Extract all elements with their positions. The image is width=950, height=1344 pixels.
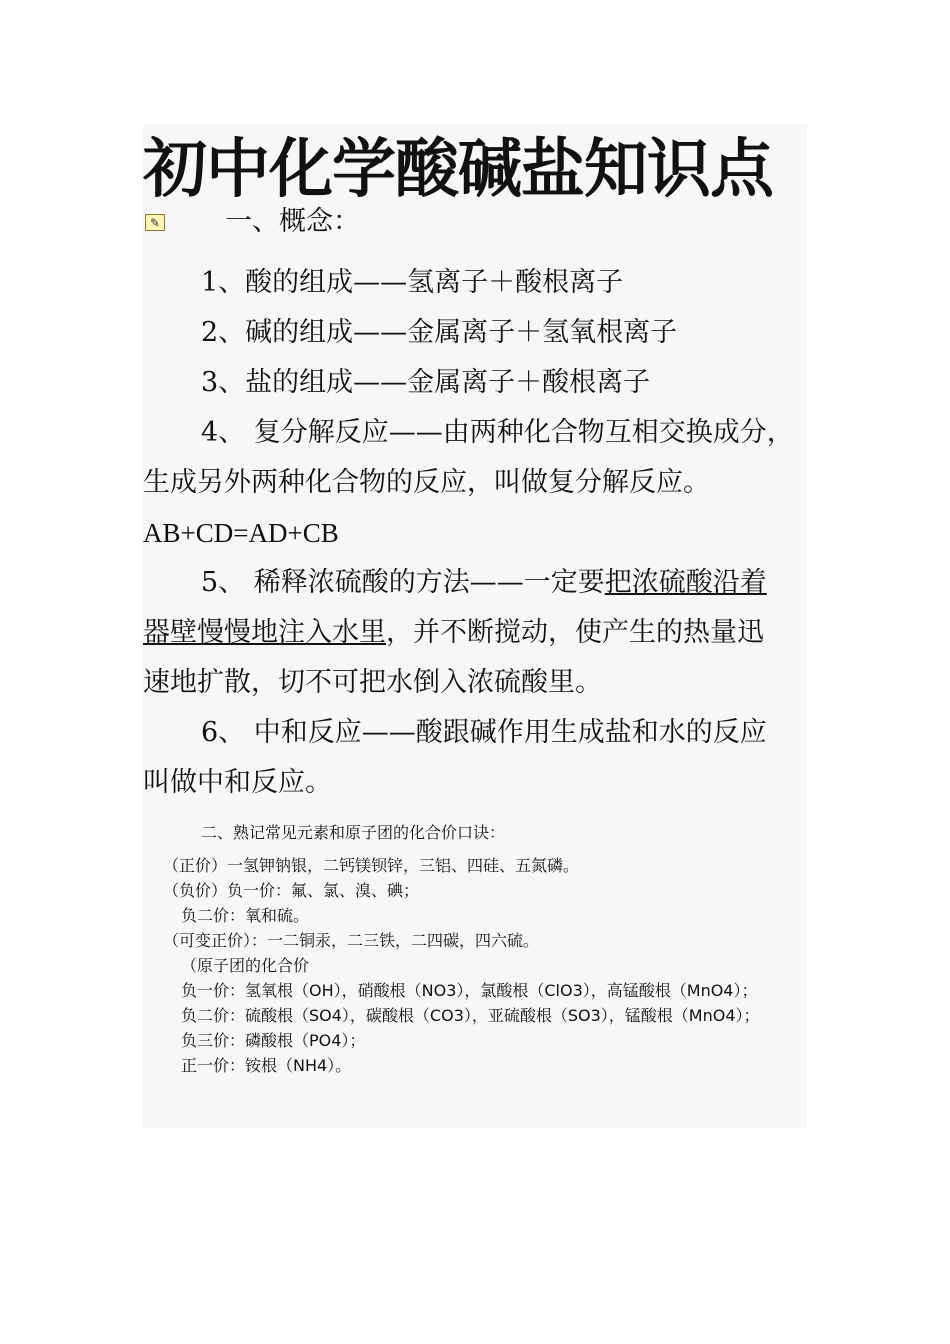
concept-item-6-line1: 6、 中和反应——酸跟碱作用生成盐和水的反应 [201,717,767,748]
underlined-text: 器壁慢慢地注入水里 [143,617,386,648]
valence-line: （负价）负一价：氟、氯、溴、碘； [163,881,420,900]
underlined-text: 把浓硫酸沿着 [604,567,767,598]
formula: AB+CD=AD+CB [143,518,339,548]
section2-heading: 二、熟记常见元素和原子团的化合价口诀： [201,823,506,842]
document-title: 初中化学酸碱盐知识点 [143,132,773,207]
concept-item-4-line2: 生成另外两种化合物的反应，叫做复分解反应。 [143,467,710,498]
concept-item-4-line1: 4、 复分解反应——由两种化合物互相交换成分， [201,417,794,448]
valence-line: 正一价：铵根（NH4）。 [181,1056,352,1075]
valence-line: （原子团的化合价 [181,956,310,975]
concept-item-6-line2: 叫做中和反应。 [143,767,332,798]
section1-heading: 一、概念： [225,206,360,237]
valence-line: （正价）一氢钾钠银，二钙镁钡锌，三铝、四硅、五氮磷。 [163,856,580,875]
bullet-icon: ✎ [145,214,165,231]
concept-item-5-line1: 5、 稀释浓硫酸的方法——一定要把浓硫酸沿着 [201,567,767,598]
valence-line: （可变正价）：一二铜汞，二三铁，二四碳，四六硫。 [163,931,540,950]
valence-line: 负三价：磷酸根（PO4）； [181,1031,366,1050]
valence-line: 负二价：硫酸根（SO4），碳酸根（CO3），亚硫酸根（SO3），锰酸根（MnO4）； [181,1006,760,1025]
concept-item-1: 1、酸的组成——氢离子＋酸根离子 [201,267,624,298]
concept-item-5-line2: 器壁慢慢地注入水里，并不断搅动，使产生的热量迅 [143,617,764,648]
document-sheet [143,124,807,1128]
concept-item-2: 2、碱的组成——金属离子＋氢氧根离子 [201,317,678,348]
concept-item-5-line3: 速地扩散，切不可把水倒入浓硫酸里。 [143,667,602,698]
valence-line: 负二价：氧和硫。 [181,906,310,925]
concept-item-3: 3、盐的组成——金属离子＋酸根离子 [201,367,651,398]
valence-line: 负一价：氢氧根（OH），硝酸根（NO3），氯酸根（ClO3），高锰酸根（MnO4）； [181,981,758,1000]
